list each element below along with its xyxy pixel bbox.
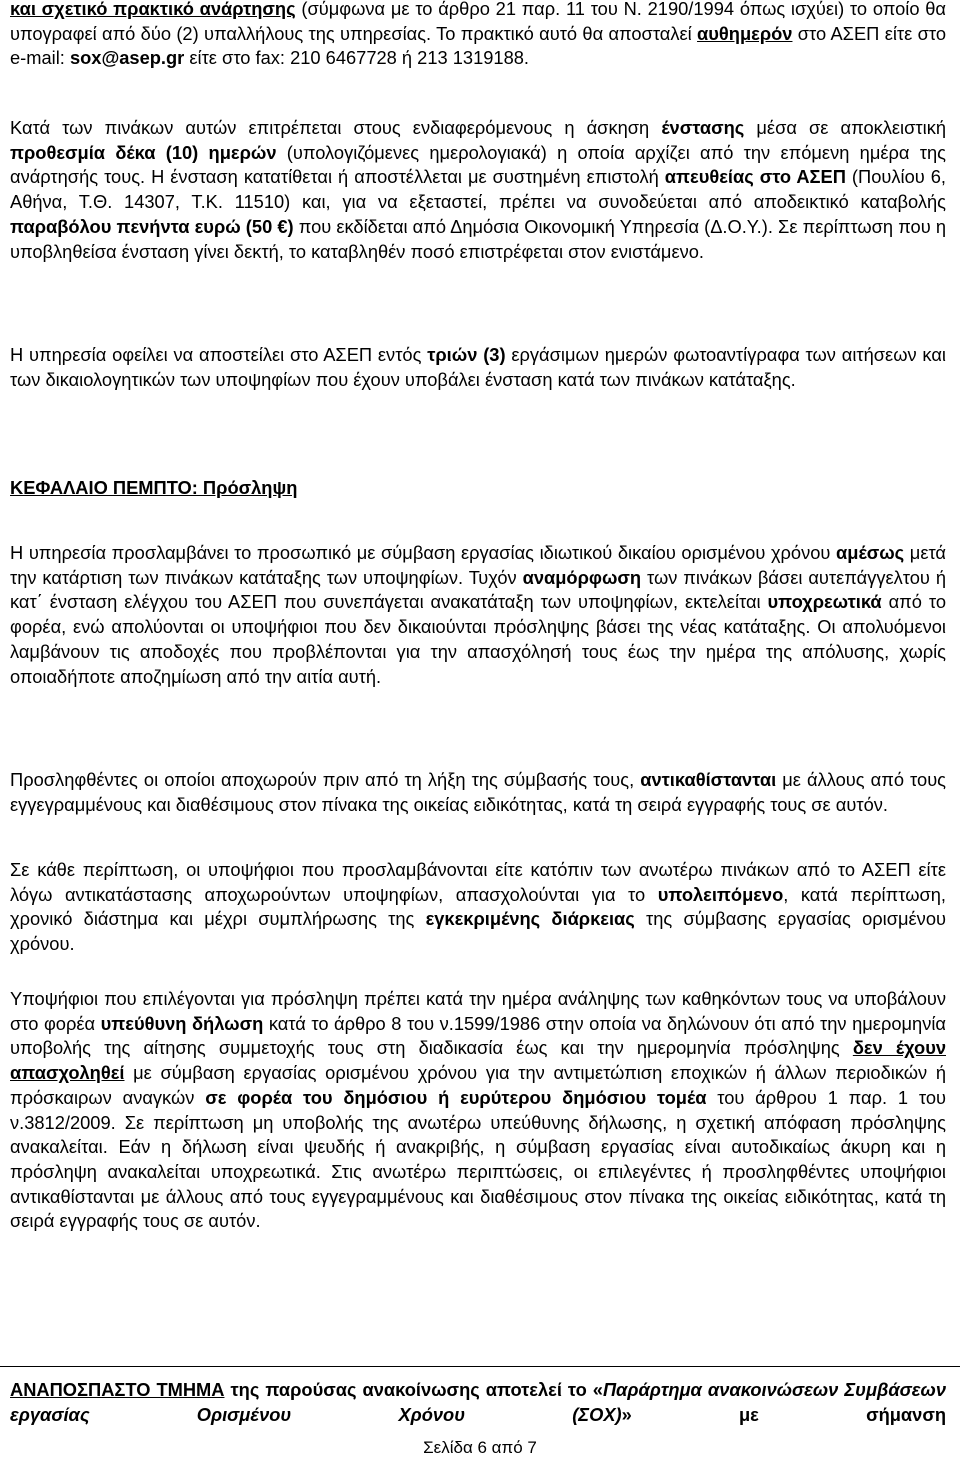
annex-notice-box bbox=[0, 1366, 960, 1438]
text-run: αμέσως bbox=[836, 542, 905, 563]
text-run: Κατά των πινάκων αυτών επιτρέπεται στους ενδιαφερόμενους η άσκηση bbox=[10, 117, 662, 138]
text-run: με άλλους από τους εγγεγραμμένους και διαθέσιμους στον πίνακα της οικείας ειδικότητας, κατά τη σειρά εγγραφής τους σε αυτόν. bbox=[10, 769, 946, 815]
text-run: (σύμφωνα με το άρθρο 21 παρ. 11 του Ν. 2190/1994 όπως ισχύει) το οποίο θα υπογραφεί από δύο (2) υπαλλήλους της υπηρεσίας. Το πρακτικό αυτό θα αποσταλεί bbox=[10, 0, 946, 44]
paragraph-objection bbox=[10, 116, 946, 264]
text-run: παραβόλου πενήντα ευρώ (50 €) bbox=[10, 215, 294, 237]
text-run: της σύμβασης εργασίας ορισμένου χρόνου. bbox=[10, 908, 946, 955]
text-run: εργάσιμων ημερών φωτοαντίγραφα των αιτήσεων και των δικαιολογητικών των υποψηφίων που έχουν υποβάλει ένσταση κατά των πινάκων κατάταξης. bbox=[10, 344, 946, 390]
paragraph-annex-notice bbox=[10, 1378, 946, 1427]
email-address: sox@asep.gr bbox=[69, 47, 185, 69]
text-run: που εκδίδεται από Δημόσια Οικονομική Υπηρεσία (Δ.Ο.Υ.). Σε περίπτωση που η υποβληθείσα ένσταση γίνει δεκτή, το καταβληθέν ποσό επιστρέφεται στον ενιστάμενο. bbox=[10, 215, 947, 262]
text-run: δεν έχουν απασχοληθεί bbox=[10, 1037, 946, 1084]
text-run: με σύμβαση εργασίας ορισμένου χρόνου για την αντιμετώπιση εποχικών ή άλλων περιοδικών ή πρόσκαιρων αναγκών bbox=[10, 1062, 946, 1108]
text-run: Σε κάθε περίπτωση, οι υποψήφιοι που προσλαμβάνονται είτε κατόπιν των ανωτέρω πινάκων από το ΑΣΕΠ είτε λόγω αντικατάστασης αποχωρούντων υποψηφίων, απασχολούνται για το bbox=[10, 859, 946, 905]
paragraph-copies bbox=[10, 343, 946, 392]
text-run: Υποψήφιοι που επιλέγονται για πρόσληψη πρέπει κατά την ημέρα ανάληψης των καθηκόντων τους να υποβάλουν στο φορέα bbox=[10, 988, 946, 1034]
text-run: υπολειπόμενο bbox=[657, 883, 784, 905]
paragraph-duration bbox=[10, 858, 946, 957]
text-run: » με σήμανση bbox=[621, 1403, 947, 1425]
text-run: , κατά περίπτωση, χρονικό διάστημα και μέχρι συμπλήρωσης της bbox=[10, 883, 946, 930]
text-run: αντικαθίστανται bbox=[640, 769, 777, 790]
text-run: μέσα σε αποκλειστική bbox=[744, 117, 946, 138]
text-run: εγκεκριμένης διάρκειας bbox=[425, 908, 635, 930]
text-run: προθεσμία δέκα (10) ημερών bbox=[10, 141, 277, 163]
text-run: από το φορέα, ενώ απολύονται οι υποψήφιοι που δεν δικαιούνται πρόσληψης βάσει της νέας κατάταξης. Οι απολυόμενοι λαμβάνουν τις αποδοχές που προβλέπονται για την απασχόλησή τους έως την ημέρα της απόλυσης, χωρίς οποιαδήποτε αποζημίωση από την αιτία αυτή. bbox=[10, 591, 947, 687]
text-run: υπεύθυνη δήλωση bbox=[100, 1012, 264, 1034]
text-run: (Πουλίου 6, Αθήνα, Τ.Θ. 14307, Τ.Κ. 11510) και, για να εξεταστεί, πρέπει να συνοδεύεται από αποδεικτικό καταβολής bbox=[10, 166, 946, 213]
paragraph-solemn-declaration bbox=[10, 987, 946, 1234]
text-run: σε φορέα του δημόσιου ή ευρύτερου δημόσιου τομέα bbox=[205, 1086, 707, 1108]
text-posting-record: και σχετικό πρακτικό ανάρτησης bbox=[10, 0, 296, 19]
text-same-day: αυθημερόν bbox=[697, 22, 793, 44]
text-run: Η υπηρεσία οφείλει να αποστείλει στο ΑΣΕΠ εντός bbox=[10, 344, 428, 365]
text-run: του άρθρου 1 παρ. 1 του ν.3812/2009. Σε περίπτωση μη υποβολής της ανωτέρω υπεύθυνης δήλωσης, η σχετική απόφαση πρόσληψης ανακαλείται. Εάν η δήλωση είναι ψευδής ή ανακριβής, η σύμβαση εργασίας είναι αυτοδικαίως άκυρη και η πρόσληψη ανακαλείται υποχρεωτικά. Στις ανωτέρω περιπτώσεις, οι επιλεγέντες ή προσληφθέντες υποψήφιοι αντικαθίστανται με άλλους από τους εγγεγραμμένους και διαθέσιμους στον πίνακα της οικείας ειδικότητας, κατά τη σειρά εγγραφής τους σε αυτόν. bbox=[10, 1086, 946, 1232]
text-run: ΑΝΑΠΟΣΠΑΣΤΟ ΤΜΗΜΑ bbox=[10, 1379, 225, 1400]
text-run: μετά την κατάρτιση των πινάκων κατάταξης των υποψηφίων. Τυχόν bbox=[10, 542, 946, 588]
chapter-heading: ΚΕΦΑΛΑΙΟ ΠΕΜΠΤΟ: Πρόσληψη bbox=[10, 477, 298, 498]
text-run: ένστασης bbox=[661, 117, 745, 138]
text-run: Προσληφθέντες οι οποίοι αποχωρούν πριν από τη λήξη της σύμβασής τους, bbox=[10, 769, 641, 790]
text-run: τριών (3) bbox=[427, 344, 506, 365]
text-run: απευθείας στο ΑΣΕΠ bbox=[664, 166, 846, 188]
text-run: κατά το άρθρο 8 του ν.1599/1986 στην οποία να δηλώνουν ότι από την ημερομηνία υποβολής της αίτησης συμμετοχής τους στη διαδικασία έως και την ημερομηνία πρόσληψης bbox=[10, 1012, 946, 1059]
text-run: αναμόρφωση bbox=[522, 566, 642, 588]
text-run: (υπολογιζόμενες ημερολογιακά) η οποία αρχίζει από την επόμενη ημέρα της ανάρτησής τους. Η ένσταση κατατίθεται ή αποστέλλεται με συστημένη επιστολή bbox=[10, 141, 946, 188]
text-run: είτε στο fax: 210 6467728 ή 213 1319188. bbox=[184, 47, 529, 69]
paragraph-hiring bbox=[10, 541, 946, 689]
text-run: υποχρεωτικά bbox=[767, 591, 882, 613]
paragraph-replacement bbox=[10, 768, 946, 817]
text-run: της παρούσας ανακοίνωσης αποτελεί το « bbox=[224, 1379, 603, 1400]
text-run: στο ΑΣΕΠ είτε στο e-mail: bbox=[10, 22, 946, 69]
text-run: των πινάκων βάσει αυτεπάγγελτου ή κατ΄ ένσταση ελέγχου του ΑΣΕΠ που συνεπάγεται ανακατάταξη των υποψηφίων, εκτελείται bbox=[10, 566, 946, 613]
page-footer: Σελίδα 6 από 7 bbox=[423, 1438, 537, 1457]
paragraph-posting-record bbox=[10, 0, 946, 71]
text-run: Η υπηρεσία προσλαμβάνει το προσωπικό με σύμβαση εργασίας ιδιωτικού δικαίου ορισμένου χρόνου bbox=[10, 542, 837, 563]
text-run: Παράρτημα ανακοινώσεων Συμβάσεων εργασίας Ορισμένου Χρόνου (ΣΟΧ) bbox=[10, 1379, 946, 1425]
